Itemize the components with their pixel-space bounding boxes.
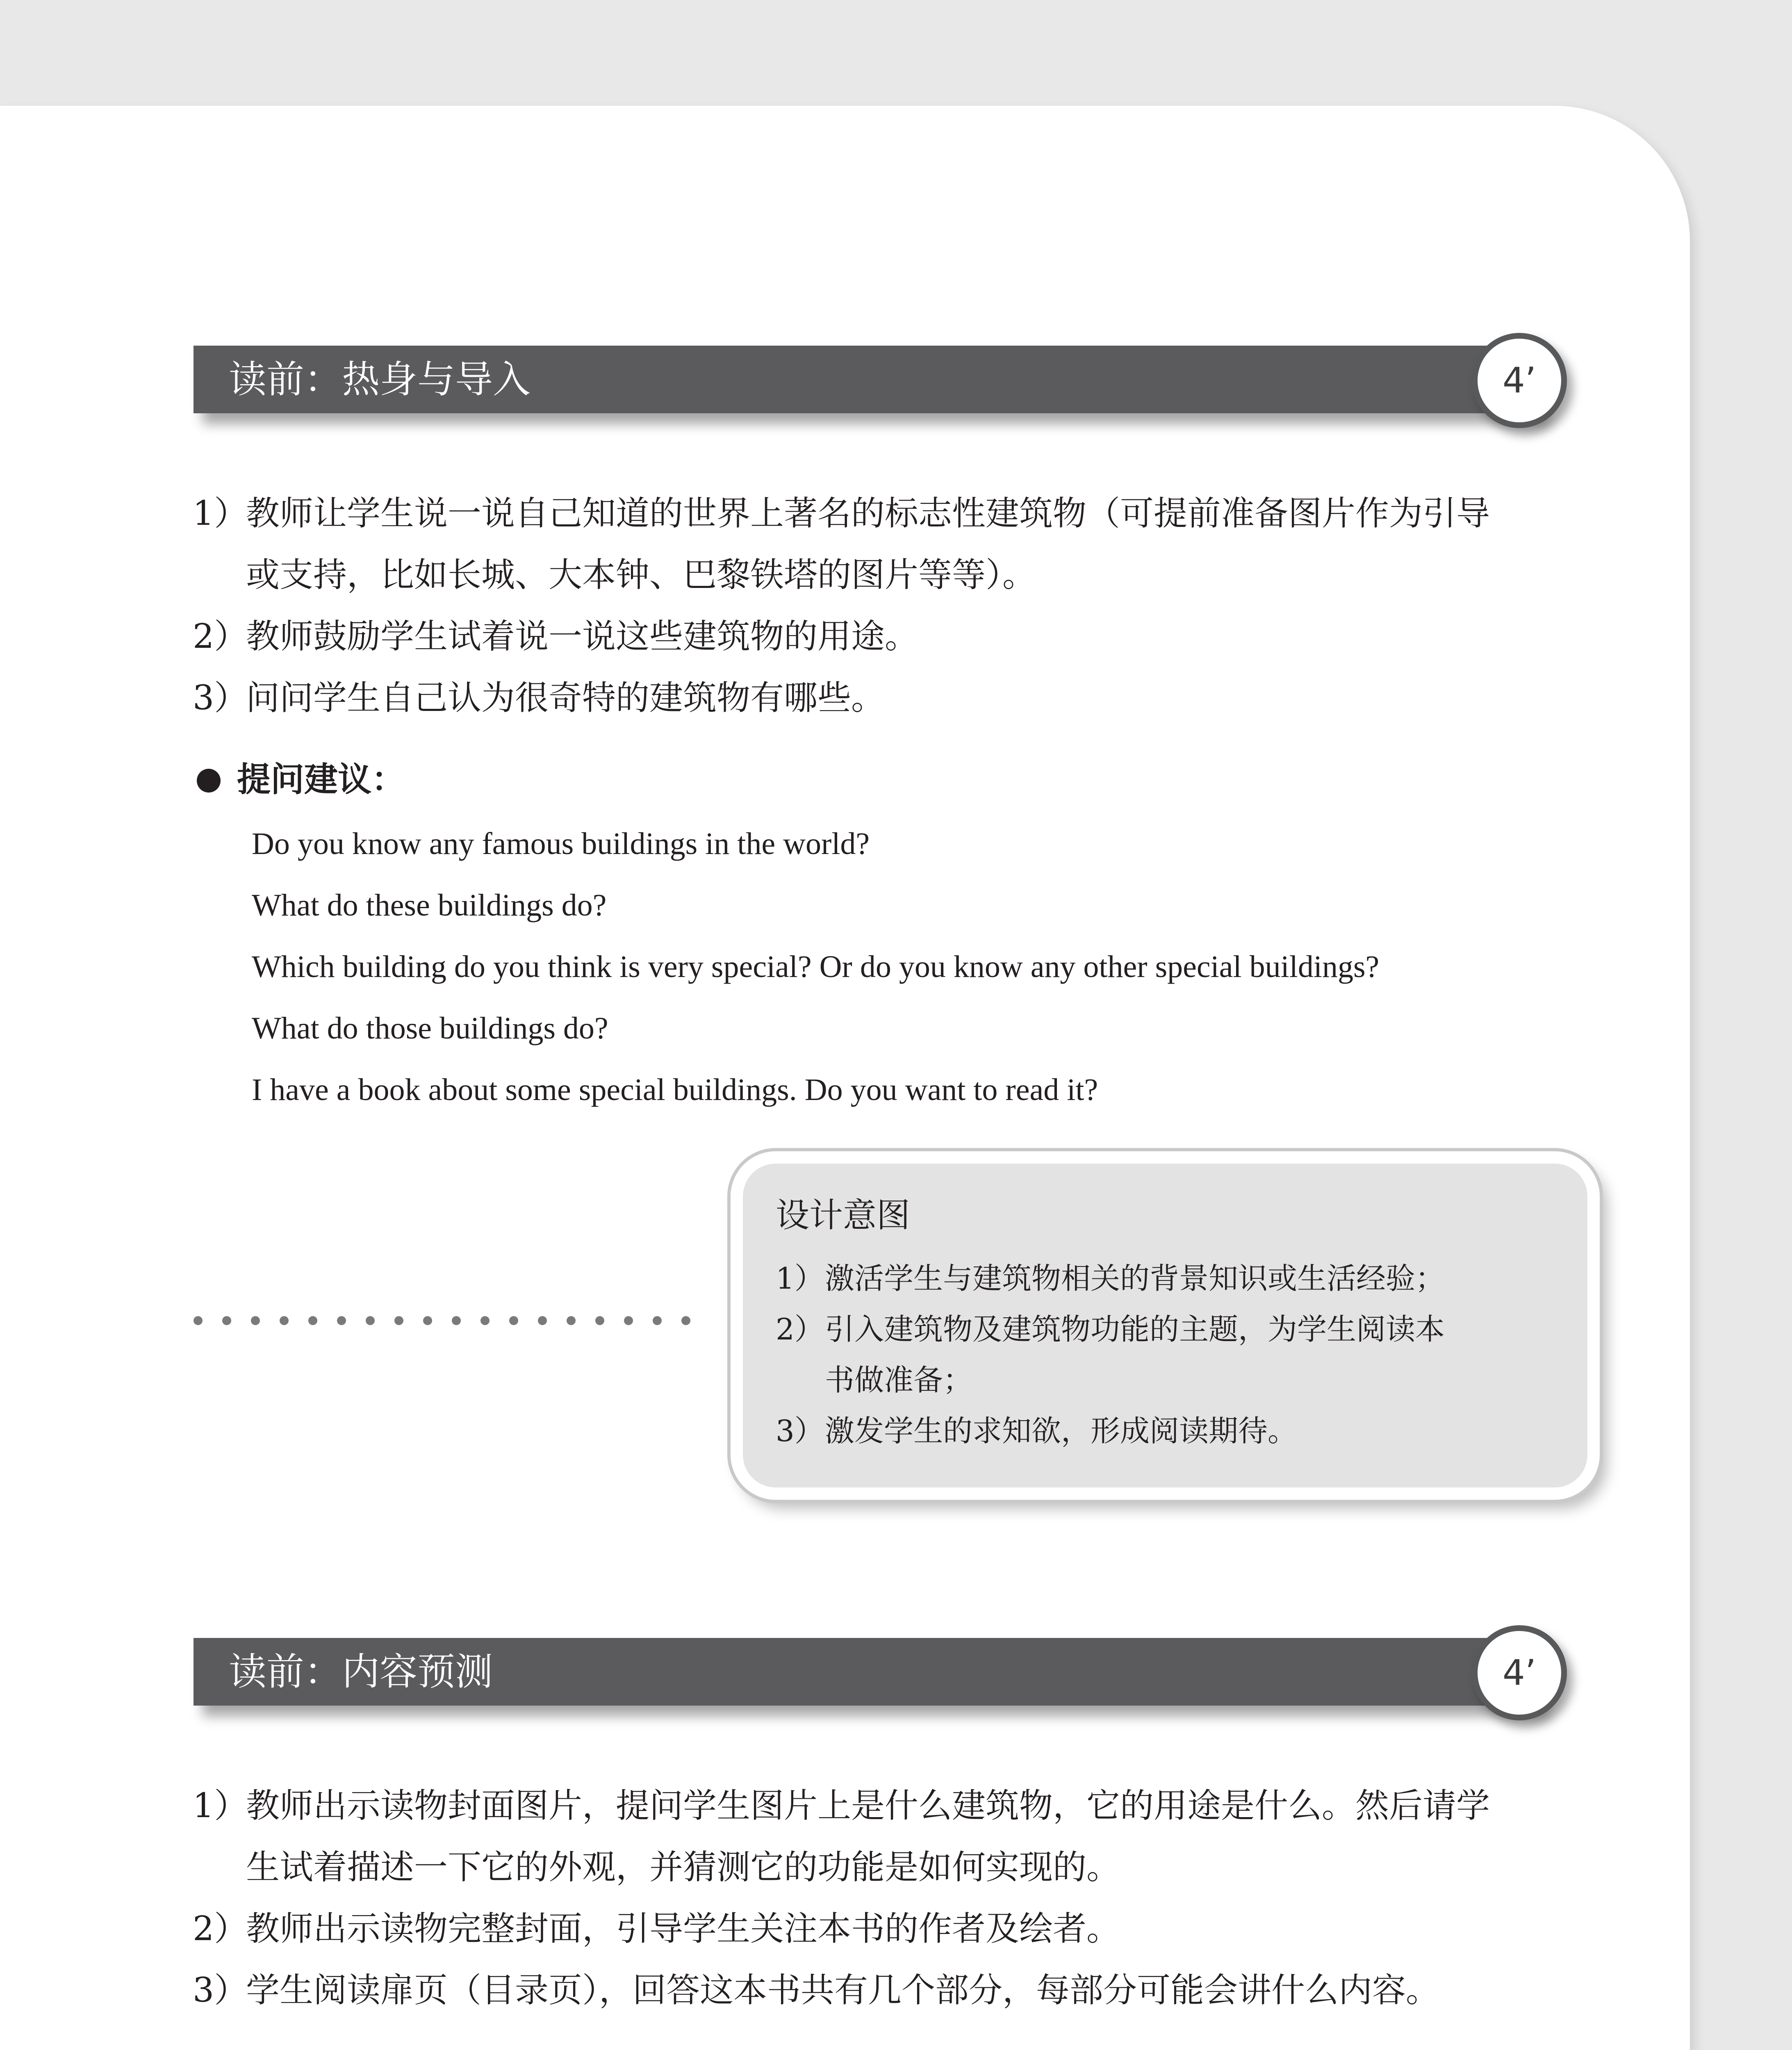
leader-dot xyxy=(595,1316,604,1325)
step-item xyxy=(193,606,1611,667)
step-text-continued: 或支持，比如长城、大本钟、巴黎铁塔的图片等等）。 xyxy=(246,556,1036,594)
bullet-icon xyxy=(197,769,221,793)
step-item xyxy=(193,1775,1611,1898)
intent-text: 激活学生与建筑物相关的背景知识或生活经验； xyxy=(825,1261,1445,1296)
leader-dot xyxy=(308,1316,317,1325)
leader-dot xyxy=(509,1316,518,1325)
step-number: 3） xyxy=(193,1971,248,2010)
section-title-prediction: 读前：内容预测 xyxy=(229,1650,493,1694)
intent-number: 3） xyxy=(776,1414,824,1448)
dotted-leader-line xyxy=(194,1316,702,1332)
leader-dot xyxy=(538,1316,547,1325)
design-intent-item xyxy=(776,1304,1555,1405)
leader-dot xyxy=(280,1316,289,1325)
intent-text-continued: 书做准备； xyxy=(825,1363,973,1397)
intent-text: 引入建筑物及建筑物功能的主题，为学生阅读本 xyxy=(825,1312,1445,1346)
leader-dot xyxy=(337,1316,346,1325)
leader-dot xyxy=(366,1316,375,1325)
intent-number: 1） xyxy=(776,1261,824,1296)
leader-dot xyxy=(480,1316,490,1325)
leader-dot xyxy=(653,1316,662,1325)
question-suggestions-label: 提问建议： xyxy=(237,760,405,799)
leader-dot xyxy=(681,1316,690,1325)
time-badge-prediction: 4’ xyxy=(1472,1625,1567,1720)
question-line: What do those buildings do? xyxy=(252,1011,608,1046)
question-suggestions-heading xyxy=(197,755,405,804)
step-number: 1） xyxy=(193,494,248,533)
question-line: I have a book about some special buildings. Do you want to read it? xyxy=(252,1073,1098,1107)
design-intent-item xyxy=(776,1405,1555,1456)
leader-dot xyxy=(423,1316,432,1325)
step-number: 3） xyxy=(193,679,248,718)
question-suggestions-heading xyxy=(197,2047,405,2050)
step-number: 1） xyxy=(193,1786,248,1825)
time-badge-warmup: 4’ xyxy=(1472,333,1567,428)
design-intent-item xyxy=(776,1253,1555,1304)
leader-dot xyxy=(194,1316,203,1325)
step-item xyxy=(193,1960,1611,2021)
step-text: 教师让学生说一说自己知道的世界上著名的标志性建筑物（可提前准备图片作为引导 xyxy=(246,494,1490,533)
step-text: 教师出示读物完整封面，引导学生关注本书的作者及绘者。 xyxy=(246,1909,1120,1948)
leader-dot xyxy=(452,1316,461,1325)
intent-text: 激发学生的求知欲，形成阅读期待。 xyxy=(825,1414,1298,1448)
step-item xyxy=(193,667,1611,729)
step-item xyxy=(193,1898,1611,1960)
section-title-warmup: 读前：热身与导入 xyxy=(229,358,531,401)
step-text: 教师鼓励学生试着说一说这些建筑物的用途。 xyxy=(246,617,919,656)
leader-dot xyxy=(222,1316,231,1325)
leader-dot xyxy=(251,1316,260,1325)
intent-number: 2） xyxy=(776,1312,824,1346)
question-line: Which building do you think is very special? Or do you know any other special buildings? xyxy=(252,950,1380,984)
step-number: 2） xyxy=(193,1909,248,1948)
leader-dot xyxy=(624,1316,633,1325)
leader-dot xyxy=(394,1316,403,1325)
step-text: 教师出示读物封面图片，提问学生图片上是什么建筑物，它的用途是什么。然后请学 xyxy=(246,1786,1490,1825)
step-text-continued: 生试着描述一下它的外观，并猜测它的功能是如何实现的。 xyxy=(246,1848,1120,1887)
step-text: 学生阅读扉页（目录页），回答这本书共有几个部分，每部分可能会讲什么内容。 xyxy=(246,1971,1440,2010)
step-item xyxy=(193,483,1611,606)
question-line: Do you know any famous buildings in the world? xyxy=(252,827,870,861)
step-text: 问问学生自己认为很奇特的建筑物有哪些。 xyxy=(246,679,885,718)
question-line: What do these buildings do? xyxy=(252,888,607,922)
design-intent-title: 设计意图 xyxy=(776,1196,911,1235)
step-number: 2） xyxy=(193,617,248,656)
leader-dot xyxy=(567,1316,576,1325)
